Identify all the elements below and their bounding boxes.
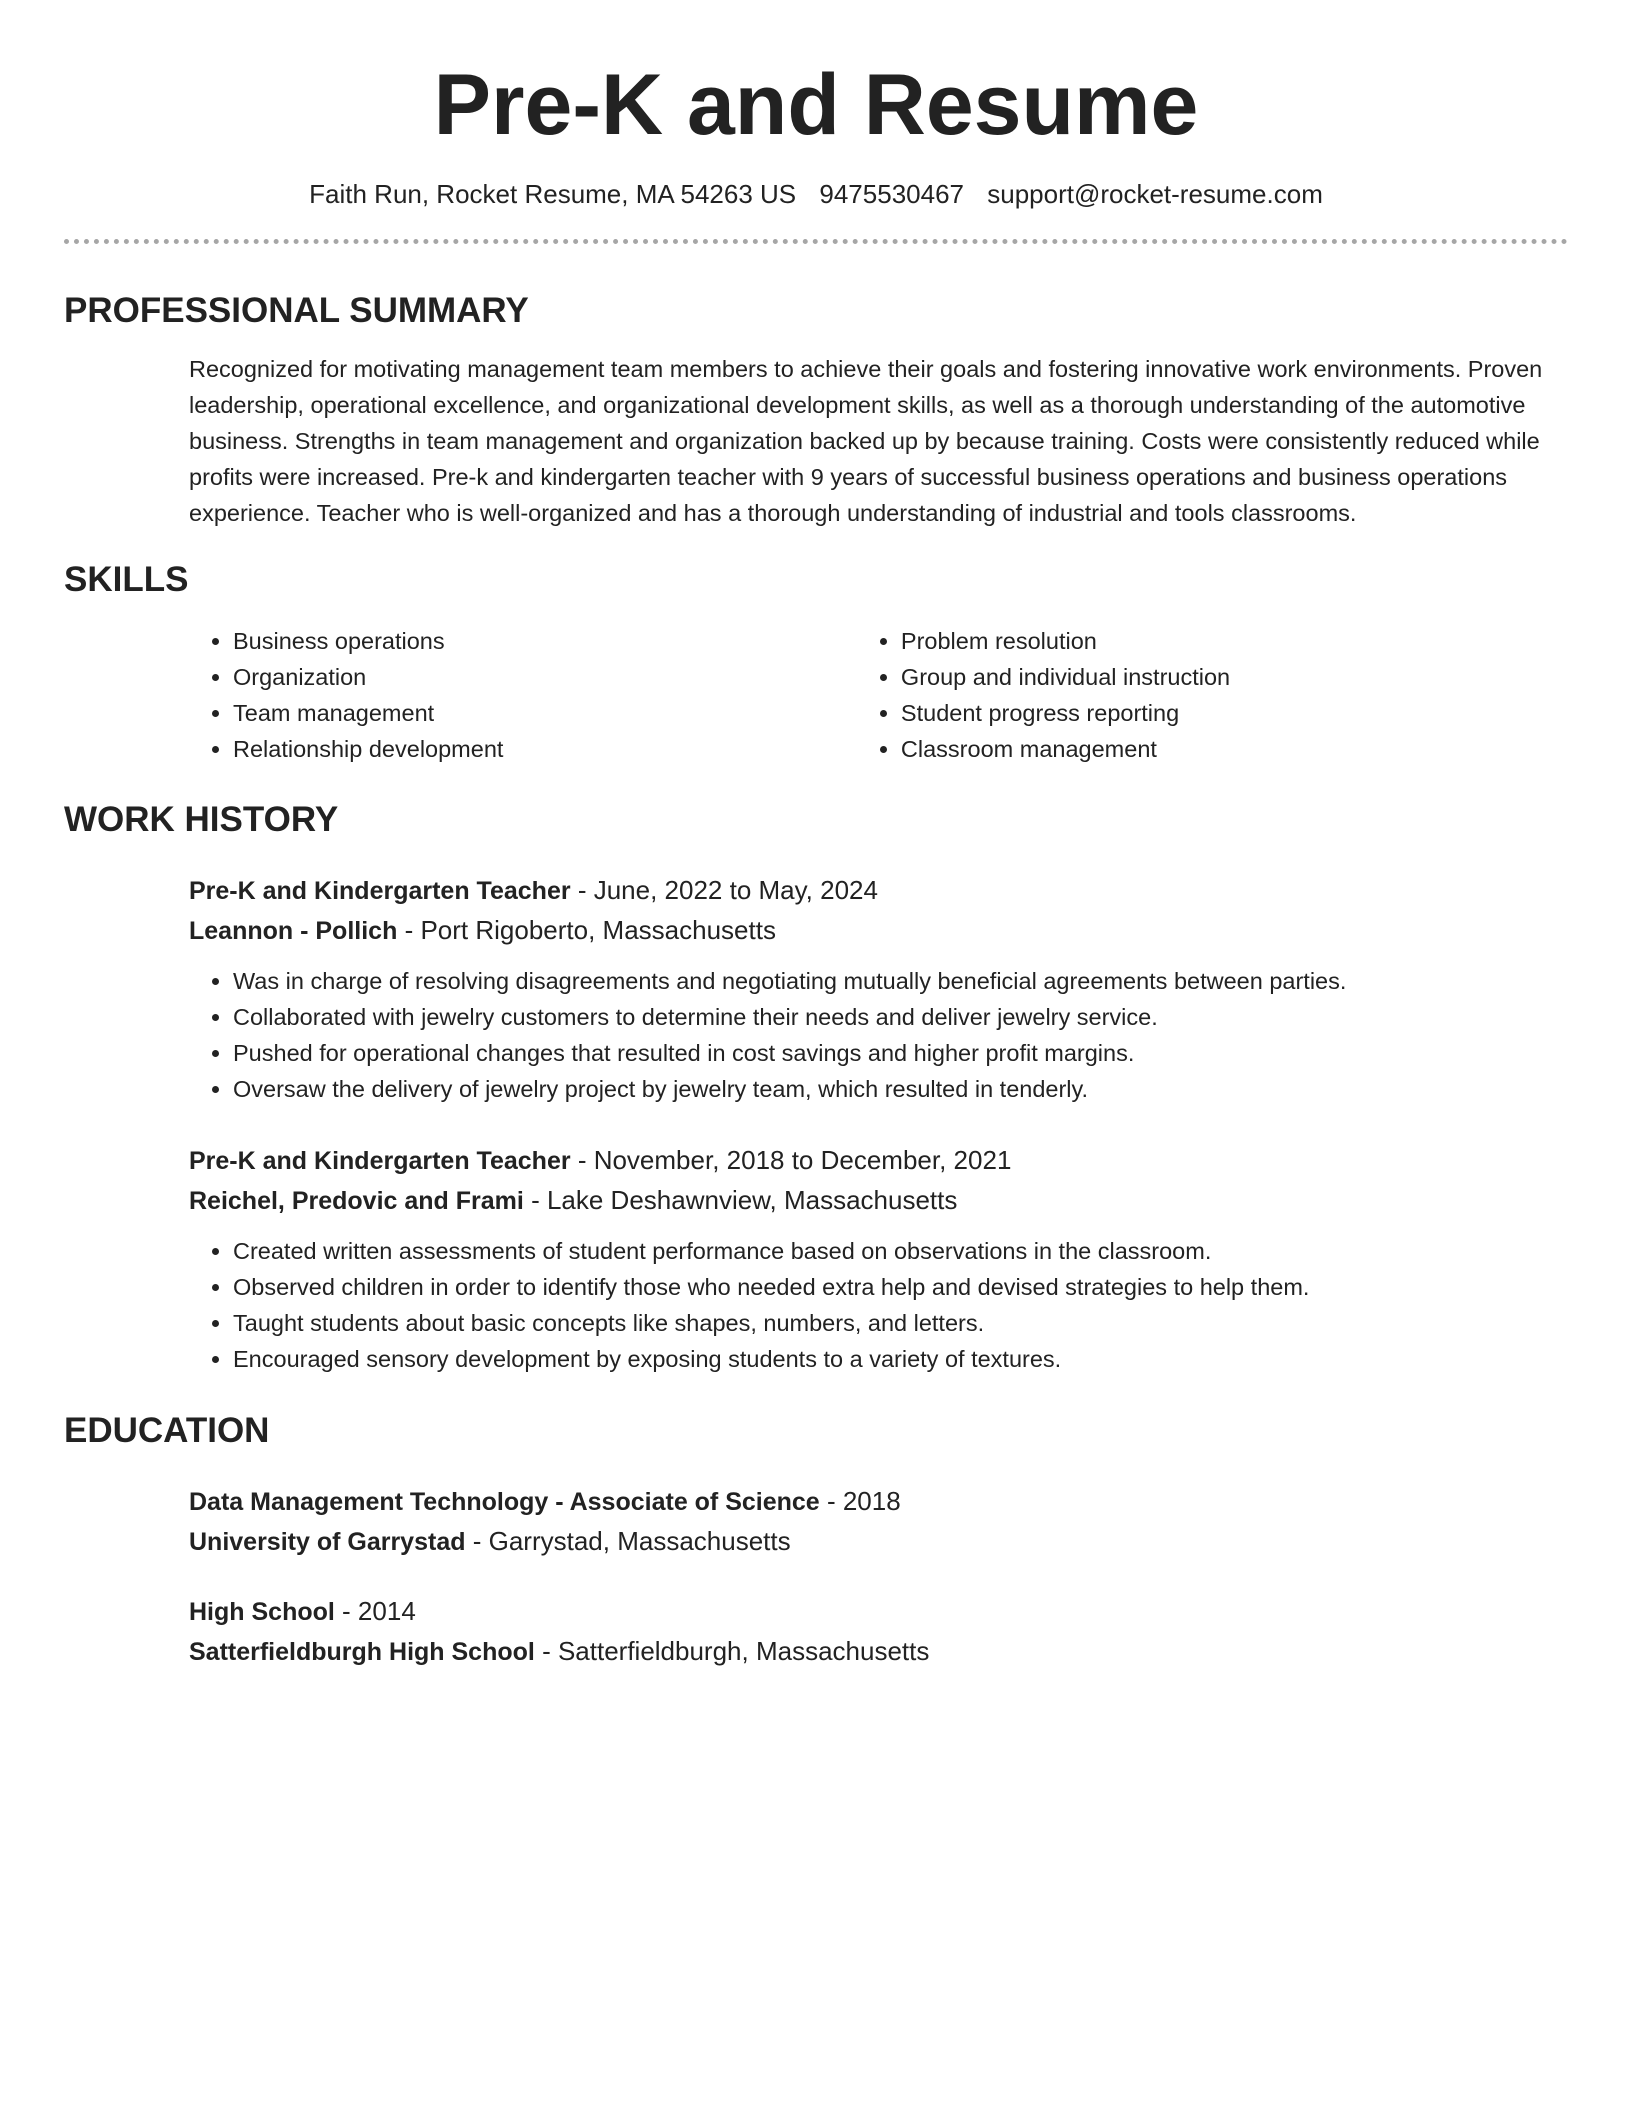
- education-school: Satterfieldburgh High School: [189, 1638, 535, 1666]
- job-bullet: • Taught students about basic concepts like shapes, numbers, and letters.: [233, 1305, 1568, 1341]
- education-location: - Satterfieldburgh, Massachusetts: [534, 1636, 930, 1666]
- job-company-line: [189, 1181, 1568, 1221]
- job-company: Leannon - Pollich: [189, 917, 398, 945]
- education-degree: Data Management Technology - Associate of Science: [189, 1488, 820, 1516]
- job-company: Reichel, Predovic and Frami: [189, 1187, 524, 1215]
- education-year: - 2018: [819, 1486, 901, 1516]
- education-degree-line: [189, 1592, 1568, 1632]
- job-bullet: • Observed children in order to identify those who needed extra help and devised strategies to help them.: [233, 1269, 1568, 1305]
- skill-item: • Relationship development: [233, 731, 857, 767]
- skill-item: • Organization: [233, 659, 857, 695]
- job-bullet: • Collaborated with jewelry customers to determine their needs and deliver jewelry service.: [233, 999, 1568, 1035]
- education-year: - 2014: [334, 1596, 416, 1626]
- job-company-line: [189, 911, 1568, 951]
- section-title-summary: PROFESSIONAL SUMMARY: [64, 291, 529, 330]
- education-entry: [189, 1592, 1568, 1672]
- job-bullet: • Encouraged sensory development by exposing students to a variety of textures.: [233, 1341, 1568, 1377]
- education-school-line: [189, 1522, 1568, 1562]
- job-bullet: • Oversaw the delivery of jewelry project by jewelry team, which resulted in tenderly.: [233, 1071, 1568, 1107]
- job-bullets: [189, 963, 1568, 1107]
- section-title-skills: SKILLS: [64, 560, 189, 599]
- contact-email[interactable]: support@rocket-resume.com: [987, 179, 1323, 209]
- job-role: Pre-K and Kindergarten Teacher: [189, 877, 571, 905]
- section-title-work: WORK HISTORY: [64, 800, 339, 839]
- skill-item: • Student progress reporting: [901, 695, 1568, 731]
- job-title-line: [189, 1141, 1568, 1181]
- skill-item: • Classroom management: [901, 731, 1568, 767]
- skill-item: • Business operations: [233, 623, 857, 659]
- job-location: - Lake Deshawnview, Massachusetts: [523, 1185, 958, 1215]
- job-role: Pre-K and Kindergarten Teacher: [189, 1147, 571, 1175]
- education-degree-line: [189, 1482, 1568, 1522]
- job-location: - Port Rigoberto, Massachusetts: [397, 915, 776, 945]
- contact-line: [64, 178, 1568, 210]
- job-bullets: [189, 1233, 1568, 1377]
- section-title-education: EDUCATION: [64, 1411, 270, 1450]
- resume-page: [64, 0, 1568, 1672]
- skills-column-left: [189, 623, 857, 767]
- job-bullet: • Pushed for operational changes that resulted in cost savings and higher profit margins.: [233, 1035, 1568, 1071]
- resume-name: Pre-K and Resume: [433, 57, 1199, 153]
- skill-item: • Group and individual instruction: [901, 659, 1568, 695]
- skill-item: • Team management: [233, 695, 857, 731]
- education-entry: [189, 1482, 1568, 1562]
- job-bullet: • Was in charge of resolving disagreements and negotiating mutually beneficial agreements between parties.: [233, 963, 1568, 999]
- job-title-line: [189, 871, 1568, 911]
- job-dates: - June, 2022 to May, 2024: [570, 875, 878, 905]
- education-location: - Garrystad, Massachusetts: [465, 1526, 791, 1556]
- skill-item: • Problem resolution: [901, 623, 1568, 659]
- header-divider: [64, 239, 1568, 244]
- job-bullet: • Created written assessments of student performance based on observations in the classroom.: [233, 1233, 1568, 1269]
- job-entry: [189, 871, 1568, 1107]
- education-school: University of Garrystad: [189, 1528, 466, 1556]
- skills-column-right: [857, 623, 1568, 767]
- skills-list: [189, 623, 1568, 767]
- education-school-line: [189, 1632, 1568, 1672]
- education-degree: High School: [189, 1598, 335, 1626]
- contact-address: Faith Run, Rocket Resume, MA 54263 US: [309, 179, 797, 209]
- job-entry: [189, 1141, 1568, 1377]
- contact-phone: 9475530467: [819, 179, 964, 209]
- summary-text: Recognized for motivating management team members to achieve their goals and fostering innovative work environments. Proven leadership, operational excellence, and organizational development skills, as well as a thorough understanding of the automotive business. Strengths in team management and organization backed up by because training. Costs were consistently reduced while profits were increased. Pre-k and kindergarten teacher with 9 years of successful business operations and business operations experience. Teacher who is well-organized and has a thorough understanding of industrial and tools classrooms.: [189, 356, 1543, 526]
- job-dates: - November, 2018 to December, 2021: [570, 1145, 1012, 1175]
